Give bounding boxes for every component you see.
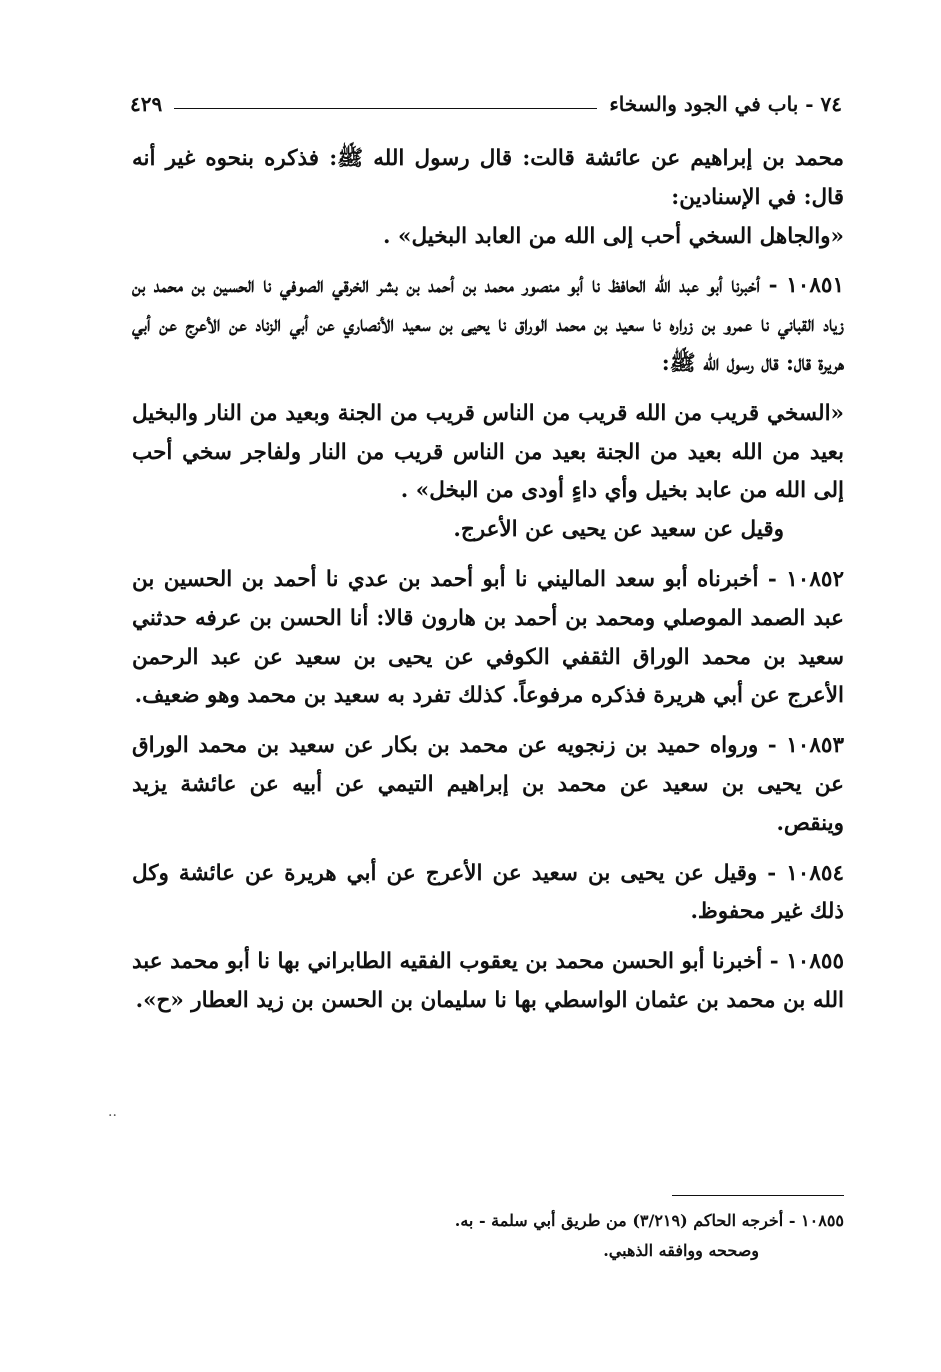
margin-mark: ·· (108, 1108, 117, 1124)
hadith-10851: ١٠٨٥١ - أخبرنا أبو عبد الله الحافظ نا أبو منصور محمد بن أحمد بن بشر الخرقي الصوفي نا الحسين بن محمد بن زياد القباني نا عمرو بن زراره نا سعيد بن محمد الوراق نا يحيى بن سعيد الأنصاري عن أبي الزناد عن الأعرج عن أبي هريرة قال: قال رسول الله ﷺ: (132, 273, 844, 376)
page-number: ٤٢٩ (130, 92, 163, 116)
running-header (130, 86, 842, 122)
hadith-10853: ١٠٨٥٣ - ورواه حميد بن زنجويه عن محمد بن بكار عن سعيد بن محمد الوراق عن يحيى بن سعيد عن محمد بن إبراهيم التيمي عن أبيه عن عائشة يزيد وينقص. (132, 733, 844, 836)
footnote-continuation: وصححه ووافقه الذهبي. (603, 1241, 759, 1260)
footnote-10855: ١٠٨٥٥ - أخرجه الحاكم (٣/٢١٩) من طريق أبي سلمة - به. (454, 1211, 844, 1230)
footnotes (132, 1206, 844, 1266)
hadith-10854: ١٠٨٥٤ - وقيل عن يحيى بن سعيد عن الأعرج عن أبي هريرة عن عائشة وكل ذلك غير محفوظ. (132, 860, 844, 925)
hadith-quote: «والجاهل السخي أحب إلى الله من العابد البخيل» . (383, 223, 844, 249)
chapter-title: ٧٤ - باب في الجود والسخاء (609, 92, 842, 116)
footnote-rule (672, 1195, 844, 1196)
paragraph-continuation: محمد بن إبراهيم عن عائشة قالت: قال رسول الله ﷺ: فذكره بنحوه غير أنه قال: في الإسنادين: (132, 146, 844, 210)
header-rule (174, 108, 597, 109)
main-text (132, 140, 844, 1021)
hadith-10852: ١٠٨٥٢ - أخبرناه أبو سعد الماليني نا أبو أحمد بن عدي نا أحمد بن الحسين بن عبد الصمد الموصلي ومحمد بن أحمد بن هارون قالا: أنا الحسن بن عرفه حدثني سعيد بن محمد الوراق الثقفي الكوفي عن يحيى بن سعيد عن عبد الرحمن الأعرج عن أبي هريرة فذكره مرفوعاً. كذلك تفرد به سعيد بن محمد وهو ضعيف. (132, 566, 844, 709)
hadith-quote: «السخي قريب من الله قريب من الناس قريب من الجنة وبعيد من النار والبخيل بعيد من الله بعيد من الجنة بعيد من الناس قريب من النار ولفاجر سخي أحب إلى الله من عابد بخيل وأي داءٍ أودى من البخل» . (132, 400, 844, 504)
hadith-10855: ١٠٨٥٥ - أخبرنا أبو الحسن محمد بن يعقوب الفقيه الطابراني بها نا أبو محمد عبد الله بن محمد بن عثمان الواسطي بها نا سليمان بن الحسن بن زيد العطار «ح». (132, 949, 844, 1013)
narration-note: وقيل عن سعيد عن يحيى عن الأعرج. (453, 517, 784, 543)
